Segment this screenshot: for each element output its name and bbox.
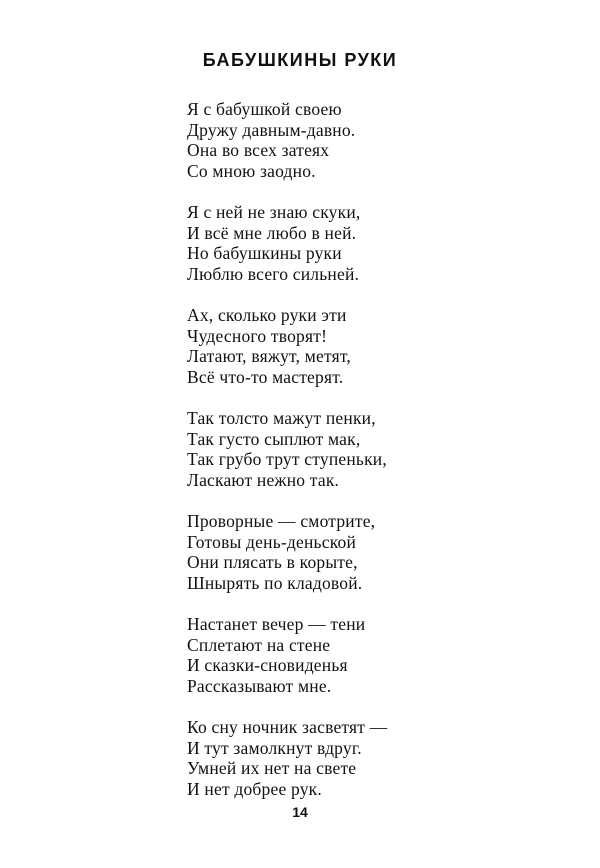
poem-line: Так грубо трут ступеньки, <box>187 449 387 469</box>
stanza-7 <box>187 717 547 799</box>
poem-line: Шнырять по кладовой. <box>187 572 363 593</box>
poem-line: Готовы день-деньской <box>187 531 357 552</box>
poem-line: И всё мне любо в ней. <box>187 222 357 243</box>
stanza-5 <box>187 511 547 593</box>
stanza-1 <box>187 99 547 181</box>
stanza-6 <box>187 614 547 696</box>
poem-line: Настанет вечер — тени <box>187 614 366 634</box>
poem-line: Так густо сыплют мак, <box>187 428 361 449</box>
poem-line: Ах, сколько руки эти <box>187 305 347 325</box>
poem-line: Я с бабушкой своею <box>187 99 342 119</box>
poem-line: Со мною заодно. <box>187 160 316 181</box>
poem-title: БАБУШКИНЫ РУКИ <box>202 50 398 70</box>
poem-line: И тут замолкнут вдруг. <box>187 737 362 758</box>
poem-body <box>187 99 547 820</box>
poem-line: Я с ней не знаю скуки, <box>187 202 361 222</box>
poem-line: И нет добрее рук. <box>187 778 322 799</box>
poem-line: Чудесного творят! <box>187 325 328 346</box>
poem-line: Сплетают на стене <box>187 634 331 655</box>
stanza-3 <box>187 305 547 387</box>
poem-line: Она во всех затеях <box>187 140 330 160</box>
poem-line: Так толсто мажут пенки, <box>187 408 376 428</box>
poem-line: Всё что-то мастерят. <box>187 366 344 387</box>
poem-line: И сказки-сновиденья <box>187 655 348 675</box>
poem-line: Проворные — смотрите, <box>187 511 376 531</box>
stanza-2 <box>187 202 547 284</box>
poem-line: Латают, вяжут, метят, <box>187 346 351 366</box>
poem-line: Но бабушкины руки <box>187 243 342 263</box>
poem-line: Люблю всего сильней. <box>187 263 360 284</box>
poem-line: Они плясать в корыте, <box>187 552 358 572</box>
page-number: 14 <box>292 804 308 820</box>
poem-line: Рассказывают мне. <box>187 675 332 696</box>
poem-line: Умней их нет на свете <box>187 758 357 778</box>
stanza-4 <box>187 408 547 490</box>
poem-line: Ласкают нежно так. <box>187 469 340 490</box>
poem-line: Ко сну ночник засветят — <box>187 717 388 737</box>
poem-line: Дружу давным-давно. <box>187 119 356 140</box>
